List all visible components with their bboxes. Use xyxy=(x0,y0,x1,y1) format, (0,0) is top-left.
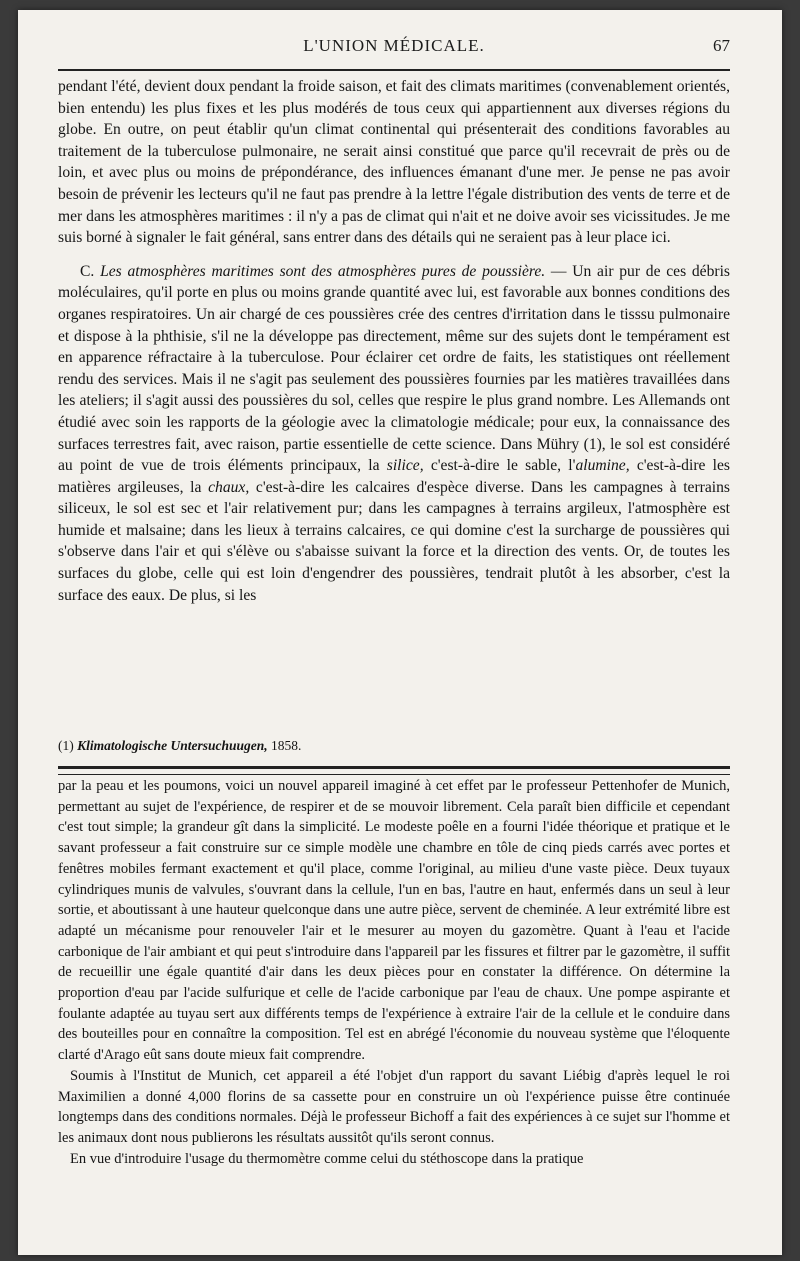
paragraph-dust-free-atmospheres xyxy=(58,261,730,607)
paragraph-pettenhofer-apparatus: par la peau et les poumons, voici un nouvel appareil imaginé à cet effet par le professeur Pettenhofer de Munich, permettant au sujet de l'expérience, de respirer et de se mouvoir librement. Cela paraît bien difficile et cependant c'est tout simple; la grandeur gît dans la simplicité. Le modeste poêle en a fourni l'idée théorique et pratique et le savant professeur a fait construire sur ce simple modèle une chambre en tôle de cinq pieds carrés avec portes et fenêtres mobiles fermant exactement et qu'il place, comme l'original, au milieu d'une vaste pièce. Deux tuyaux cylindriques munis de valvules, s'ouvrant dans la cellule, l'un en bas, l'autre en haut, enfermés dans un seul à leur sortie, et aboutissant à une hauteur quelconque dans une autre pièce, servent de cheminée. A leur extrémité libre est adapté un mécanisme pour renouveler l'air et le mesurer au moyen du gazomètre. Quant à l'eau et l'acide carbonique de l'air ambiant et qui peut s'introduire dans l'appareil par les fissures et filtrer par le gazomètre, il suffit de recueillir une égale quantité d'air dans les deux pièces pour en constater la différence. On détermine la proportion d'eau par l'acide sulfurique et celle de l'acide carbonique par l'eau de chaux. Une pompe aspirante et foulante adaptée au tuyau sert aux différents temps de l'expérience à extraire l'air de la cellule et le conduire dans des bouteilles pour en connaître la composition. Tel est en abrégé l'économie du nouveau système que l'éloquente clarté d'Arago eût sans doute mieux fait comprendre. xyxy=(58,778,730,1064)
page-number: 67 xyxy=(713,36,730,55)
paragraph-text: c'est-à-dire les matières argileuses, la xyxy=(58,457,730,496)
footnote-year: 1858. xyxy=(271,738,302,753)
section-heading: Les atmosphères maritimes sont des atmosphères pures de poussière. xyxy=(100,262,546,280)
paragraph-text: c'est-à-dire le sable, l' xyxy=(423,457,576,475)
footnote-title: Klimatologische Untersuchuugen, xyxy=(77,738,268,753)
section-divider xyxy=(58,766,730,775)
term-chaux: chaux, xyxy=(208,478,250,496)
lower-article xyxy=(58,776,730,1169)
document-page xyxy=(18,10,782,1255)
paragraph-maritime-climates: pendant l'été, devient doux pendant la froide saison, et fait des climats maritimes (convenablement orientés, bien entendu) les plus fixes et les plus modérés de tous ceux qui appartiennent aux diverses régions du globe. En outre, on peut établir qu'un climat continental qui présenterait des conditions favorables au traitement de la tuberculose pulmonaire, ne serait ainsi constitué que parce qu'il recevrait de près ou de loin, et avec plus ou moins de prépondérance, des influences émanant d'une mer. Je pense ne pas avoir besoin de prévenir les lecteurs qu'il ne faut pas prendre à la lettre l'égale distribution des vents de terre et de mer dans les atmosphères maritimes : il n'y a pas de climat qui n'ait et ne doive avoir ses vicissitudes. Je me suis borné à signaler le fait général, sans entrer dans des détails qui ne seraient pas à leur place ici. xyxy=(58,78,730,247)
journal-title: L'UNION MÉDICALE. xyxy=(303,36,485,55)
term-silice: silice, xyxy=(386,457,424,475)
paragraph-text: — Un air pur de ces débris moléculaires, qu'il porte en plus ou moins grande quantité avec lui, est favorable aux bonnes conditions des organes respiratoires. Un air chargé de ces poussières crée des centres d'irritation dans le tisssu pulmonaire et dispose à la phthisie, s'il ne la développe pas directement, même sur des sujets dont le tempérament est en apparence réfractaire à la tuberculose. Pour éclairer cet ordre de faits, les statistiques ont réellement rendu des services. Mais il ne s'agit pas seulement des poussières fournies par les matières travaillées dans les ateliers; il s'agit aussi des poussières du sol, celles que respire le plus grand nombre. Les Allemands ont étudié avec soin les rapports de la géologie avec la climatologie médicale; pour eux, la connaissance des surfaces terrestres fait, avec raison, partie essentielle de cette science. Dans Mühry (1), le sol est considéré au point de vue de trois éléments principaux, la xyxy=(58,262,730,475)
term-alumine: alumine, xyxy=(575,457,630,475)
footnote-marker: (1) xyxy=(58,738,74,753)
running-head xyxy=(58,36,730,60)
paragraph-munich-institute: Soumis à l'Institut de Munich, cet appareil a été l'objet d'un rapport du savant Liébig d'après lequel le roi Maximilien a donné 4,000 florins de sa cassette pour en construire un où l'expérience puisse être continuée longtemps dans des conditions normales. Déjà le professeur Bichoff a fait des expériences à ce sujet sur l'homme et les animaux dont nous publierons les résultats aussitôt qu'ils seront connus. xyxy=(58,1067,730,1146)
paragraph-text: c'est-à-dire les calcaires d'espèce diverse. Dans les campagnes à terrains siliceux, le sol est sec et l'air relativement pur; dans les campagnes à terrains argileux, l'atmosphère est humide et malsaine; dans les lieux à terrains calcaires, ce qui domine c'est la surcharge de poussières qui s'observe dans l'air et qui s'élève ou s'abaisse suivant la force et la direction des vents. Or, de toutes les surfaces du globe, celle qui est loin d'engendrer des poussières, tendrait plutôt à les absorber, c'est la surface des eaux. De plus, si les xyxy=(58,478,730,604)
upper-article xyxy=(58,76,730,606)
footnote xyxy=(58,738,730,754)
paragraph-thermometer: En vue d'introduire l'usage du thermomètre comme celui du stéthoscope dans la pratique xyxy=(70,1150,584,1167)
section-label: C. xyxy=(80,262,95,280)
header-rule xyxy=(58,69,730,71)
